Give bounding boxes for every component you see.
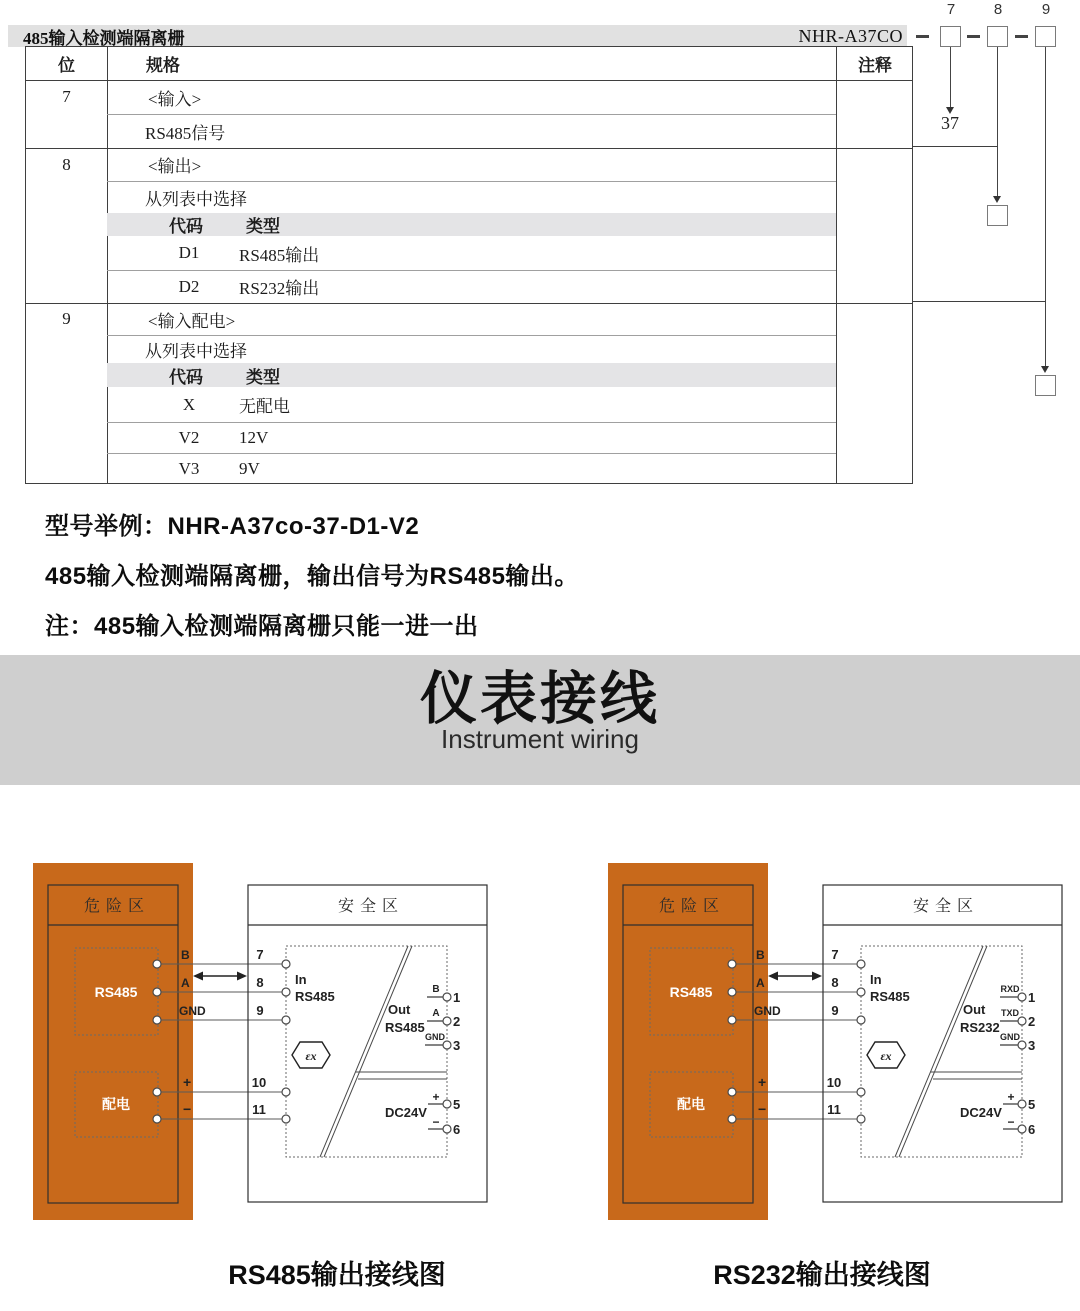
- terminal-11: 11: [827, 1102, 841, 1117]
- caption-rs232: RS232输出接线图: [713, 1260, 931, 1290]
- banner-subtitle: Instrument wiring: [441, 724, 639, 754]
- terminal-9: 9: [256, 1003, 264, 1018]
- out1-label: B: [432, 984, 440, 995]
- wiring-diagram-rs485: [33, 863, 489, 1223]
- band8-type-header: 类型: [246, 217, 280, 236]
- dc6-num: 6: [453, 1122, 461, 1137]
- wire-label-a: A: [756, 976, 765, 990]
- item-code: V2: [178, 427, 200, 447]
- dc6-num: 6: [1028, 1122, 1036, 1137]
- in-type-label: RS485: [870, 989, 910, 1004]
- out2-label: TXD: [1001, 1008, 1019, 1018]
- caption-rs485: RS485输出接线图: [228, 1260, 446, 1290]
- dc5-num: 5: [453, 1097, 461, 1112]
- out-type-label: RS485: [385, 1020, 425, 1035]
- wire-label-minus: −: [758, 1101, 767, 1117]
- in-label: In: [295, 972, 307, 987]
- code9-choice-box: [1035, 375, 1056, 396]
- wire-label-gnd: GND: [754, 1004, 781, 1018]
- out3-num: 3: [1028, 1038, 1036, 1053]
- page-title: 485输入检测端隔离栅: [23, 28, 185, 48]
- code-box-7: [940, 26, 961, 47]
- code8-choice-box: [987, 205, 1008, 226]
- item-type: 9V: [239, 459, 260, 478]
- wire-label-a: A: [181, 976, 190, 990]
- model-description-line: 485输入检测端隔离栅，输出信号为RS485输出。: [45, 563, 579, 590]
- item-type: 无配电: [239, 397, 290, 416]
- terminal-11: 11: [252, 1102, 266, 1117]
- terminal-8: 8: [256, 975, 264, 990]
- out1-num: 1: [1028, 990, 1036, 1005]
- out-label: Out: [963, 1002, 986, 1017]
- rs485-source-label: RS485: [669, 984, 713, 1000]
- code-digit-8: 8: [993, 1, 1003, 18]
- band-section8: [107, 213, 836, 236]
- item-type: 12V: [239, 427, 269, 447]
- dc5-num: 5: [1028, 1097, 1036, 1112]
- code8-arrow-icon: [993, 196, 1001, 203]
- safe-zone-label: 安全区: [337, 898, 405, 915]
- wiring-diagram-rs232: [608, 863, 1064, 1223]
- arrow-left-icon: [768, 972, 778, 981]
- item-code: X: [182, 394, 196, 414]
- col-header-spec: 规格: [146, 56, 180, 75]
- out2-num: 2: [1028, 1014, 1036, 1029]
- wire-label-gnd: GND: [179, 1004, 206, 1018]
- power-source-label: 配电: [102, 1096, 130, 1112]
- terminal-8: 8: [831, 975, 839, 990]
- item-code: V3: [178, 459, 200, 478]
- terminal-10: 10: [826, 1075, 842, 1090]
- section8-extension-line: [913, 146, 998, 147]
- dc-label: DC24V: [385, 1105, 427, 1120]
- row-s7-input: <输入>: [148, 89, 202, 109]
- hazard-area: [33, 863, 193, 1220]
- code-dash-2: [967, 35, 980, 38]
- row-s8-output: <输出>: [148, 157, 202, 176]
- dc-plus-label: +: [1007, 1090, 1015, 1104]
- wire-label-b: B: [181, 948, 190, 962]
- safe-area: [823, 885, 1062, 1202]
- col-header-pos: 位: [58, 56, 75, 75]
- row-s9-choose: 从列表中选择: [145, 341, 247, 361]
- out3-num: 3: [453, 1038, 461, 1053]
- hazard-zone-label: 危险区: [658, 898, 726, 915]
- section-banner: [0, 655, 1080, 785]
- code-box-9: [1035, 26, 1056, 47]
- model-number: NHR-A37CO: [798, 25, 903, 46]
- code-dash-3: [1015, 35, 1028, 38]
- code9-arrow-icon: [1041, 366, 1049, 373]
- pos-8: 8: [62, 154, 71, 174]
- row-s7-signal: RS485信号: [145, 123, 226, 143]
- arrow-right-icon: [812, 972, 822, 981]
- ex-label: εx: [305, 1049, 317, 1063]
- terminal-7: 7: [256, 947, 264, 962]
- item-type: RS485输出: [239, 245, 320, 265]
- item-code: D1: [178, 243, 200, 262]
- band9-code-header: 代码: [169, 367, 203, 387]
- code-box-8: [987, 26, 1008, 47]
- table-col-divider-2: [836, 47, 837, 483]
- dc-label: DC24V: [960, 1105, 1002, 1120]
- code-digit-9: 9: [1041, 1, 1051, 18]
- code9-drop-line: [1045, 47, 1046, 368]
- item-type: RS232输出: [239, 279, 320, 298]
- hazard-zone-label: 危险区: [83, 898, 151, 915]
- out2-num: 2: [453, 1014, 461, 1029]
- terminal-9: 9: [831, 1003, 839, 1018]
- wire-label-plus: +: [758, 1074, 767, 1090]
- dc-plus-label: +: [432, 1090, 440, 1104]
- terminal-7: 7: [831, 947, 839, 962]
- out2-label: A: [432, 1008, 440, 1019]
- pos-9: 9: [62, 309, 71, 328]
- pos-7: 7: [62, 87, 71, 106]
- out3-label: GND: [1000, 1032, 1020, 1042]
- dc-minus-label: −: [432, 1115, 440, 1129]
- code-dash-1: [916, 35, 929, 38]
- out-label: Out: [388, 1002, 411, 1017]
- rs485-source-label: RS485: [94, 984, 138, 1000]
- model-note-line: 注：485输入检测端隔离栅只能一进一出: [45, 613, 479, 640]
- safe-zone-label: 安全区: [912, 898, 980, 915]
- banner-title: 仪表接线: [420, 667, 660, 731]
- wire-label-plus: +: [183, 1074, 192, 1090]
- out1-num: 1: [453, 990, 461, 1005]
- arrow-left-icon: [193, 972, 203, 981]
- model-example-line: 型号举例：NHR-A37co-37-D1-V2: [45, 513, 420, 540]
- band8-code-header: 代码: [169, 217, 203, 236]
- title-bar: [8, 25, 907, 47]
- code8-drop-line: [997, 47, 998, 198]
- row-s9-powertag: <输入配电>: [148, 311, 236, 331]
- hazard-area: [608, 863, 768, 1220]
- band-section9: [107, 363, 836, 387]
- in-label: In: [870, 972, 882, 987]
- out3-label: GND: [425, 1032, 445, 1042]
- out-type-label: RS232: [960, 1020, 1000, 1035]
- code7-value: 37: [941, 113, 959, 133]
- section9-extension-line: [913, 301, 1046, 302]
- safe-area: [248, 885, 487, 1202]
- wire-label-b: B: [756, 948, 765, 962]
- row-s8-choose: 从列表中选择: [145, 189, 247, 209]
- table-col-divider-1: [107, 47, 108, 483]
- out1-label: RXD: [1000, 984, 1020, 994]
- spec-table: [25, 46, 913, 484]
- code-digit-7: 7: [946, 1, 956, 18]
- item-code: D2: [178, 276, 200, 296]
- arrow-right-icon: [237, 972, 247, 981]
- band9-type-header: 类型: [246, 367, 280, 387]
- wire-label-minus: −: [183, 1101, 192, 1117]
- power-source-label: 配电: [677, 1096, 705, 1112]
- dc-minus-label: −: [1007, 1115, 1015, 1129]
- terminal-10: 10: [251, 1075, 267, 1090]
- col-header-note: 注释: [858, 56, 892, 75]
- code7-drop-line: [950, 47, 951, 109]
- ex-label: εx: [880, 1049, 892, 1063]
- in-type-label: RS485: [295, 989, 335, 1004]
